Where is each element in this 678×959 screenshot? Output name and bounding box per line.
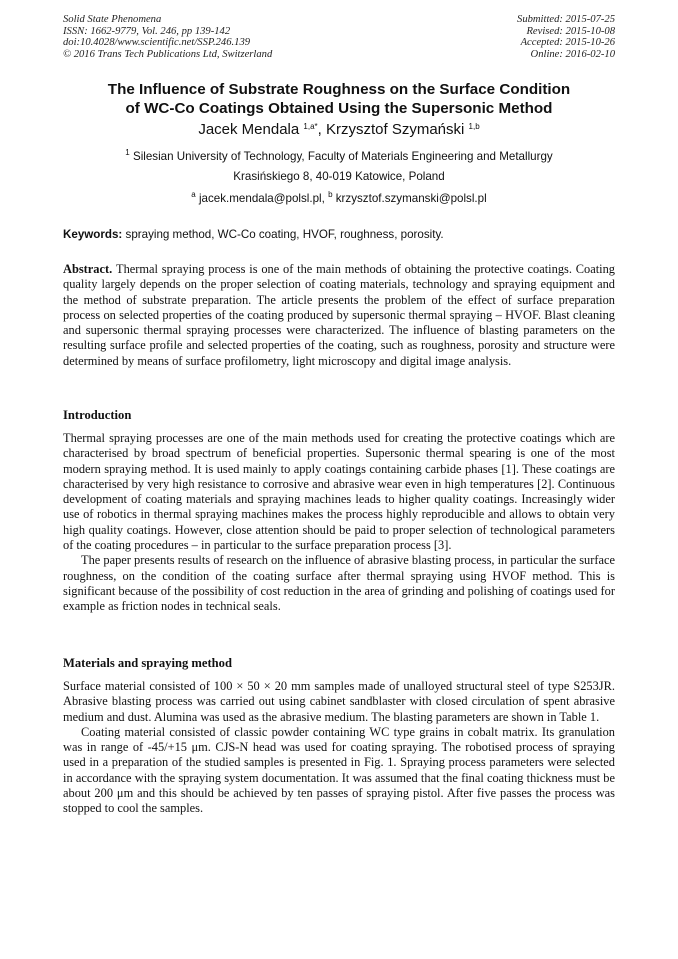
submitted-date: Submitted: 2015-07-25 bbox=[517, 14, 615, 25]
section-heading: Introduction bbox=[63, 408, 132, 422]
introduction-body bbox=[63, 431, 615, 615]
copyright-line: © 2016 Trans Tech Publications Ltd, Switzerland bbox=[63, 48, 273, 60]
paragraph: Thermal spraying processes are one of the main methods used for creating the protective coatings which are characterised by broad spectrum of beneficial properties. Supersonic thermal spearing is one of the most modern spraying method. It is used mainly to apply coatings containing carbide phases [1]. These coatings are characterised by very high resistance to corrosive and abrasive wear even in high temperatures [2]. Continuous development of coating materials and spraying machines leads to higher quality coatings. Increasingly wider use of robotics in thermal spraying machines makes the process highly reproducible and allows to obtain very high quality coatings. However, close attention should be paid to proper selection of technological parameters of the coating procedures – in particular to the surface preparation process [3]. bbox=[63, 431, 615, 553]
title-line-2: of WC-Co Coatings Obtained Using the Supersonic Method bbox=[125, 100, 553, 117]
journal-name: Solid State Phenomena bbox=[63, 14, 162, 25]
paragraph: Surface material consisted of 100 × 50 × 20 mm samples made of unalloyed structural steel of type S253JR. Abrasive blasting process was carried out using cabinet sandblaster with closed circulation of spent abrasive medium and dust. Alumina was used as the abrasive medium. The blasting parameters are shown in Table 1. bbox=[63, 679, 615, 724]
affiliation-marker: 1 bbox=[125, 148, 130, 157]
paragraph: Coating material consisted of classic powder containing WC type grains in cobalt matrix. Its granulation was in range of -45/+15 μm. CJS-N head was used for coating spraying. The robotised process of spraying used in a preparation of the studied samples is presented in Fig. 1. Spraying process parameters were selected in accordance with the spraying system documentation. It was assumed that the final coating thickness must be about 200 μm and this should be achieved by ten passes of spraying pistol. After five passes the process was stopped to cool the samples. bbox=[63, 724, 615, 816]
author-emails bbox=[40, 192, 638, 206]
doi-line[interactable]: doi:10.4028/www.scientific.net/SSP.246.139 bbox=[63, 37, 251, 49]
materials-body bbox=[63, 679, 615, 817]
affiliation-line-1: Silesian University of Technology, Faculty of Materials Engineering and Metallurgy bbox=[132, 150, 553, 163]
accepted-date: Accepted: 2015-10-26 bbox=[520, 37, 615, 49]
abstract-text: Thermal spraying process is one of the main methods of obtaining the protective coatings. Coating quality largely depends on the proper selection of coating materials, technology and spraying equipment and the method of substrate preparation. The article presents the problem of the effect of surface preparation process on selected properties of the coating produced by supersonic thermal spraying – HVOF. Blast cleaning and supersonic thermal spraying processes were characterized. The influence of blasting parameters on the resulting surface profile and selected properties of the coating, such as roughness, porosity and structure were determined by means of surface profilometry, light microscopy and digital image analysis. bbox=[63, 262, 615, 368]
email-link[interactable]: krzysztof.szymanski@polsl.pl bbox=[335, 192, 487, 205]
author-list bbox=[40, 121, 638, 139]
issn-line: ISSN: 1662-9779, Vol. 246, pp 139-142 bbox=[63, 25, 231, 37]
paragraph: The paper presents results of research on the influence of abrasive blasting process, in particular the surface roughness, on the condition of the coating surface after thermal spraying using HVOF method. This is significant because of the possibility of cost reduction in the area of grinding and polishing of coatings used for example as friction nodes in technical seals. bbox=[63, 553, 615, 614]
online-date: Online: 2016-02-10 bbox=[530, 48, 615, 60]
email-marker: b bbox=[328, 190, 333, 199]
keywords-label: Keywords: bbox=[63, 228, 123, 241]
affiliation bbox=[40, 150, 638, 164]
abstract-label: Abstract. bbox=[63, 262, 113, 276]
abstract-paragraph bbox=[63, 262, 615, 369]
affiliation-line-2: Krasińskiego 8, 40-019 Katowice, Poland bbox=[233, 170, 445, 183]
paper-title bbox=[40, 80, 638, 118]
keywords-text: spraying method, WC-Co coating, HVOF, roughness, porosity. bbox=[125, 228, 444, 241]
journal-info bbox=[63, 14, 272, 60]
author-separator: , bbox=[317, 121, 326, 138]
keywords bbox=[63, 228, 615, 242]
section-heading: Materials and spraying method bbox=[63, 656, 232, 670]
author-marker: 1,a* bbox=[303, 122, 318, 131]
author-name: Krzysztof Szymański bbox=[325, 121, 465, 138]
author-marker: 1,b bbox=[468, 122, 480, 131]
email-link[interactable]: jacek.mendala@polsl.pl, bbox=[198, 192, 325, 205]
revised-date: Revised: 2015-10-08 bbox=[526, 25, 615, 37]
author-name: Jacek Mendala bbox=[198, 121, 300, 138]
affiliation-address bbox=[40, 170, 638, 184]
email-marker: a bbox=[191, 190, 196, 199]
publication-dates bbox=[517, 14, 615, 60]
abstract bbox=[63, 262, 615, 369]
title-line-1: The Influence of Substrate Roughness on the Surface Condition bbox=[107, 81, 571, 98]
